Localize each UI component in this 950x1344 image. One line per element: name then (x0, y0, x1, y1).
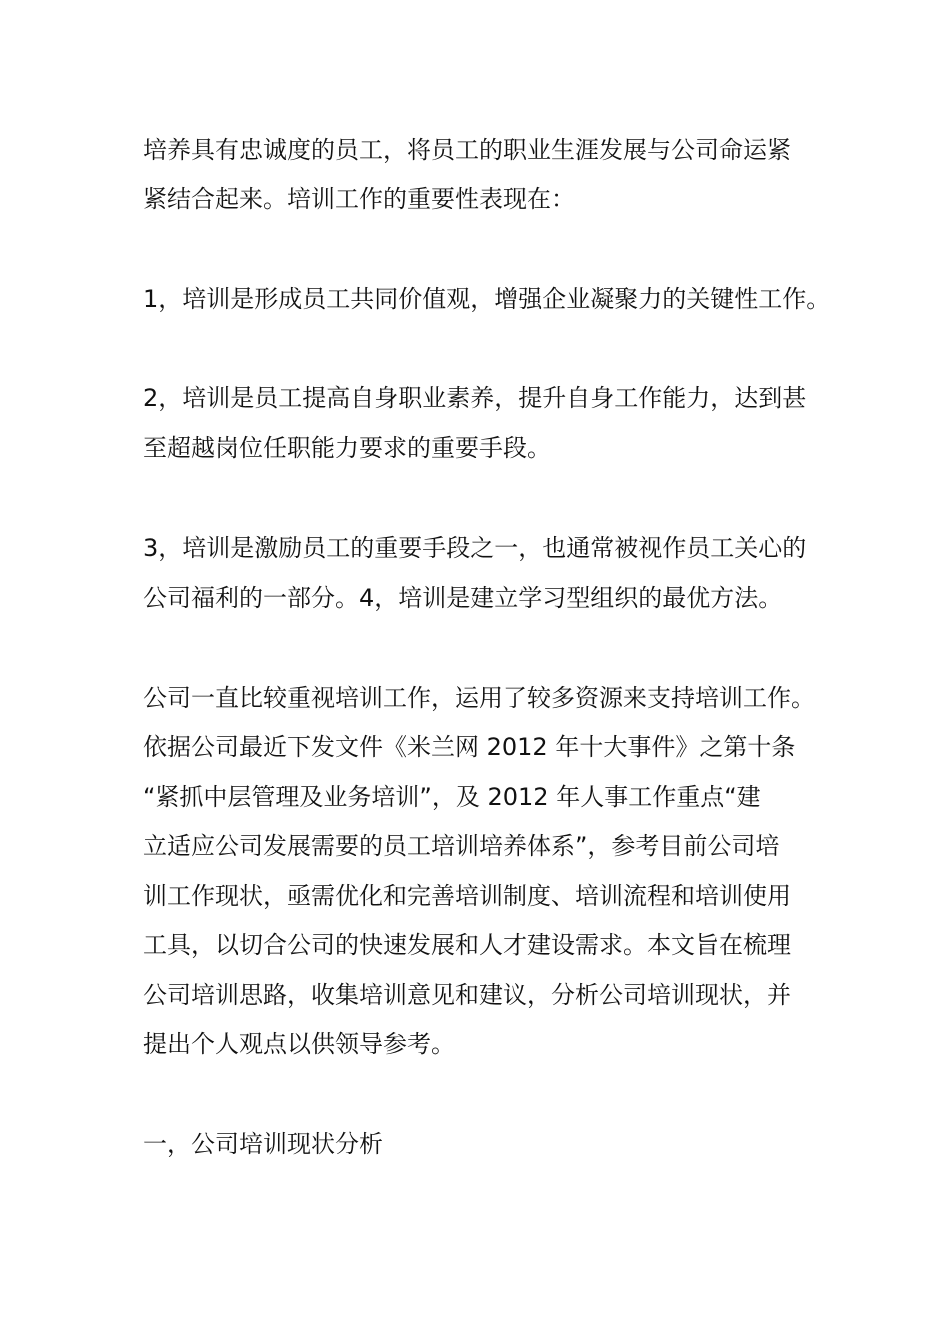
paragraph-3-line-2: 至超越岗位任职能力要求的重要手段。 (143, 434, 551, 462)
paragraph-5-line-7: 公司培训思路，收集培训意见和建议，分析公司培训现状，并 (143, 981, 791, 1009)
paragraph-5-line-8: 提出个人观点以供领导参考。 (143, 1030, 455, 1058)
paragraph-3-line-1: 2，培训是员工提高自身职业素养，提升自身工作能力，达到甚 (143, 384, 807, 412)
paragraph-1-line-2: 紧结合起来。培训工作的重要性表现在： (143, 185, 575, 213)
paragraph-5-line-3: “紧抓中层管理及业务培训”，及 2012 年人事工作重点“建 (143, 783, 761, 811)
section-heading: 一，公司培训现状分析 (143, 1130, 383, 1158)
paragraph-5-line-2: 依据公司最近下发文件《米兰网 2012 年十大事件》之第十条 (143, 733, 796, 761)
paragraph-5-line-5: 训工作现状，亟需优化和完善培训制度、培训流程和培训使用 (143, 882, 791, 910)
paragraph-5-line-1: 公司一直比较重视培训工作，运用了较多资源来支持培训工作。 (143, 684, 815, 712)
paragraph-4-line-2: 公司福利的一部分。4，培训是建立学习型组织的最优方法。 (143, 584, 783, 612)
paragraph-5-line-6: 工具，以切合公司的快速发展和人才建设需求。本文旨在梳理 (143, 931, 791, 959)
paragraph-4-line-1: 3，培训是激励员工的重要手段之一，也通常被视作员工关心的 (143, 534, 807, 562)
paragraph-1-line-1: 培养具有忠诚度的员工，将员工的职业生涯发展与公司命运紧 (143, 136, 791, 164)
paragraph-5-line-4: 立适应公司发展需要的员工培训培养体系”，参考目前公司培 (143, 832, 780, 860)
paragraph-2-line-1: 1，培训是形成员工共同价值观，增强企业凝聚力的关键性工作。 (143, 285, 831, 313)
